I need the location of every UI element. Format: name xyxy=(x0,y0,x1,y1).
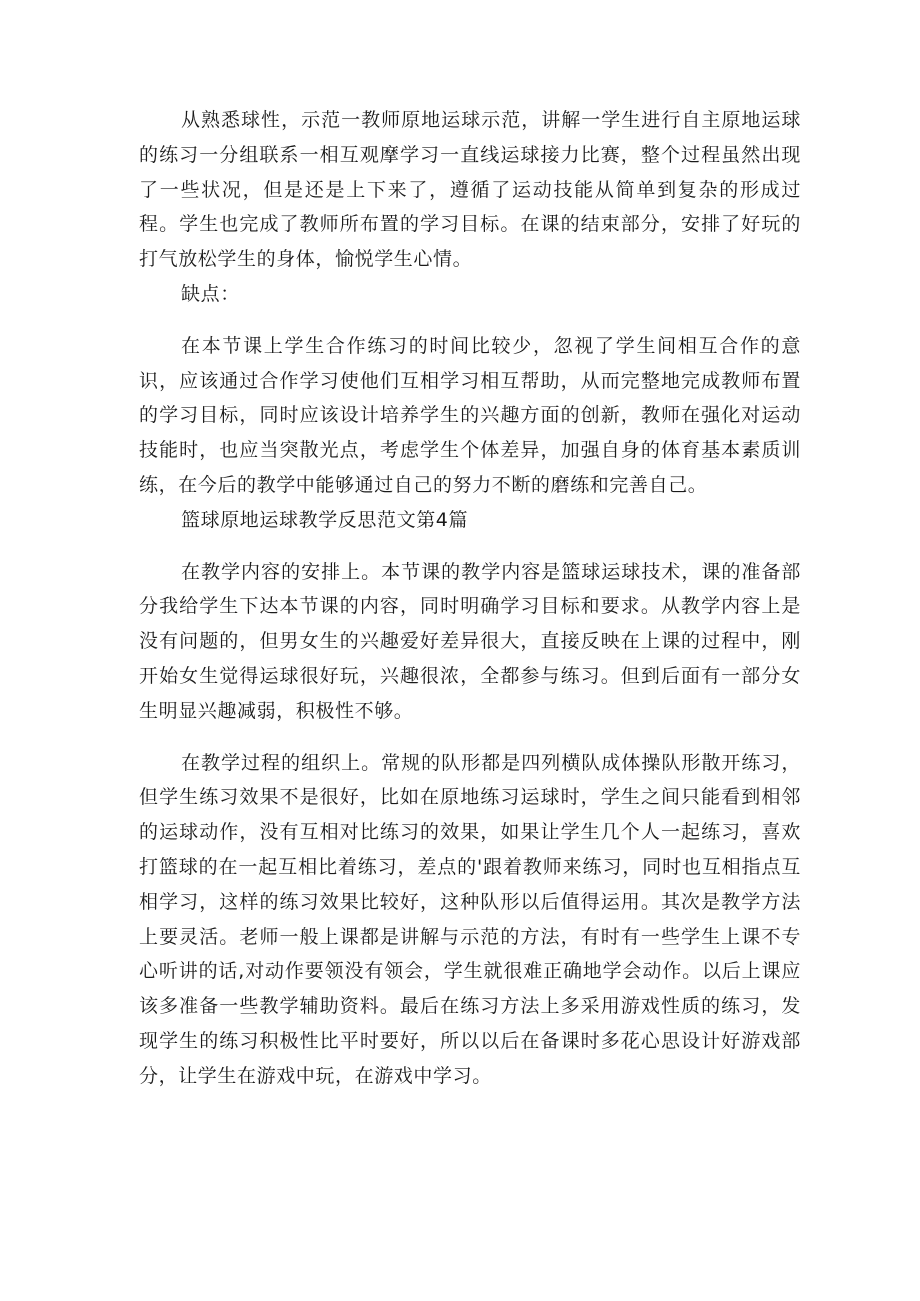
paragraph-shortcomings: 在本节课上学生合作练习的时间比较少，忽视了学生间相互合作的意识，应该通过合作学习使他们互相学习相互帮助，从而完整地完成教师布置的学习目标，同时应该设计培养学生的兴趣方面的创新，教师在强化对运动技能时，也应当突散光点，考虑学生个体差异，加强自身的体育基本素质训练，在今后的教学中能够通过自己的努力不断的磨练和完善自己。 xyxy=(139,334,801,496)
paragraph-organization: 在教学过程的组织上。常规的队形都是四列横队成体操队形散开练习，但学生练习效果不是很好，比如在原地练习运球时，学生之间只能看到相邻的运球动作，没有互相对比练习的效果，如果让学生几个人一起练习，喜欢打篮球的在一起互相比着练习，差点的'跟着教师来练习，同时也互相指点互相学习，这样的练习效果比较好，这种队形以后值得运用。其次是教学方法上要灵活。老师一般上课都是讲解与示范的方法，有时有一些学生上课不专心听讲的话,对动作要领没有领会，学生就很难正确地学会动作。以后上课应该多准备一些教学辅助资料。最后在练习方法上多采用游戏性质的练习，发现学生的练习积极性比平时要好，所以以后在备课时多花心思设计好游戏部分，让学生在游戏中玩，在游戏中学习。 xyxy=(139,751,801,1087)
paragraph-intro: 从熟悉球性，示范一教师原地运球示范，讲解一学生进行自主原地运球的练习一分组联系一相互观摩学习一直线运球接力比赛，整个过程虽然出现了一些状况，但是还是上下来了，遵循了运动技能从简单到复杂的形成过程。学生也完成了教师所布置的学习目标。在课的结束部分，安排了好玩的打气放松学生的身体，愉悦学生心情。 xyxy=(139,109,801,271)
paragraph-content-arrangement: 在教学内容的安排上。本节课的教学内容是篮球运球技术，课的准备部分我给学生下达本节课的内容，同时明确学习目标和要求。从教学内容上是没有问题的，但男女生的兴趣爱好差异很大，直接反映在上课的过程中，刚开始女生觉得运球很好玩，兴趣很浓，全都参与练习。但到后面有一部分女生明显兴趣减弱，积极性不够。 xyxy=(139,560,801,722)
shortcomings-label: 缺点： xyxy=(181,282,240,305)
document-body xyxy=(139,103,801,1094)
section-title: 篮球原地运球教学反思范文第4篇 xyxy=(181,508,469,531)
